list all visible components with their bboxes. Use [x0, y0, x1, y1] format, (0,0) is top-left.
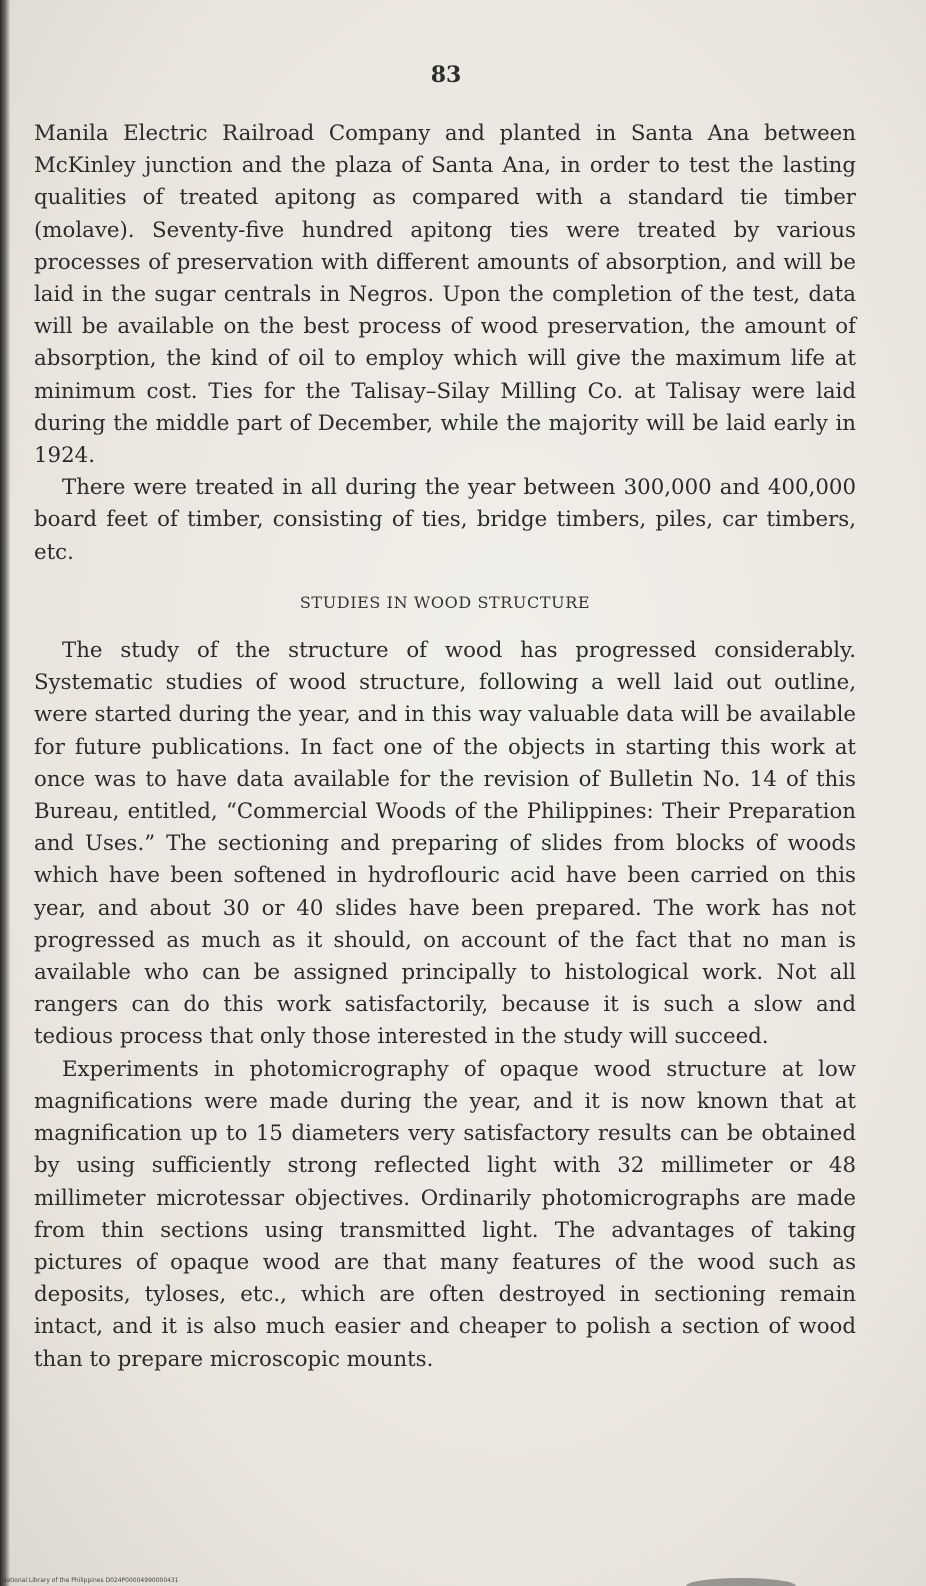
paragraph-1: Manila Electric Railroad Company and planted in Santa Ana between McKinley junction and the plaza of Santa Ana, in order to test the lasting qualities of treated apitong as compared with a standard tie timber (molave). Seventy-five hundred apitong ties were treated by various processes of preservation with different amounts of absorption, and will be laid in the sugar centrals in Negros. Upon the completion of the test, data will be available on the best process of wood preservation, the amount of absorption, the kind of oil to employ which will give the maximum life at minimum cost. Ties for the Talisay–Silay Milling Co. at Talisay were laid during the middle part of December, while the majority will be laid early in 1924.	[34, 121, 856, 469]
page-number: 83	[430, 62, 462, 88]
footer-credit: National Library of the Philippines D024P00004990000431	[2, 1577, 179, 1584]
paragraph-3: The study of the structure of wood has progressed considerably. Systematic studies of wood structure, following a well laid out outline, were started during the year, and in this way valuable data will be available for future publications. In fact one of the objects in starting this work at once was to have data available for the revision of Bulletin No. 14 of this Bureau, entitled, “Commercial Woods of the Philippines: Their Preparation and Uses.” The sectioning and preparing of slides from blocks of woods which have been softened in hydroflouric acid have been carried on this year, and about 30 or 40 slides have been prepared. The work has not progressed as much as it should, on account of the fact that no man is available who can be assigned principally to histological work. Not all rangers can do this work satisfactorily, because it is such a slow and tedious process that only those interested in the study will succeed.	[34, 638, 856, 1050]
paragraph-2: There were treated in all during the year between 300,000 and 400,000 board feet of timber, consisting of ties, bridge timbers, piles, car timbers, etc.	[34, 475, 856, 565]
binding-edge	[0, 0, 10, 1586]
body-text	[34, 118, 856, 1376]
section-heading: STUDIES IN WOOD STRUCTURE	[299, 592, 591, 612]
scan-shadow	[686, 1578, 796, 1586]
paragraph-4: Experiments in photomicrography of opaque wood structure at low magnifications were made during the year, and it is now known that at magnification up to 15 diameters very satisfactory results can be obtained by using sufficiently strong reflected light with 32 millimeter or 48 millimeter microtessar objectives. Ordinarily photomicrographs are made from thin sections using transmitted light. The advantages of taking pictures of opaque wood are that many features of the wood such as deposits, tyloses, etc., which are often destroyed in sectioning remain intact, and it is also much easier and cheaper to polish a section of wood than to prepare microscopic mounts.	[34, 1056, 856, 1372]
